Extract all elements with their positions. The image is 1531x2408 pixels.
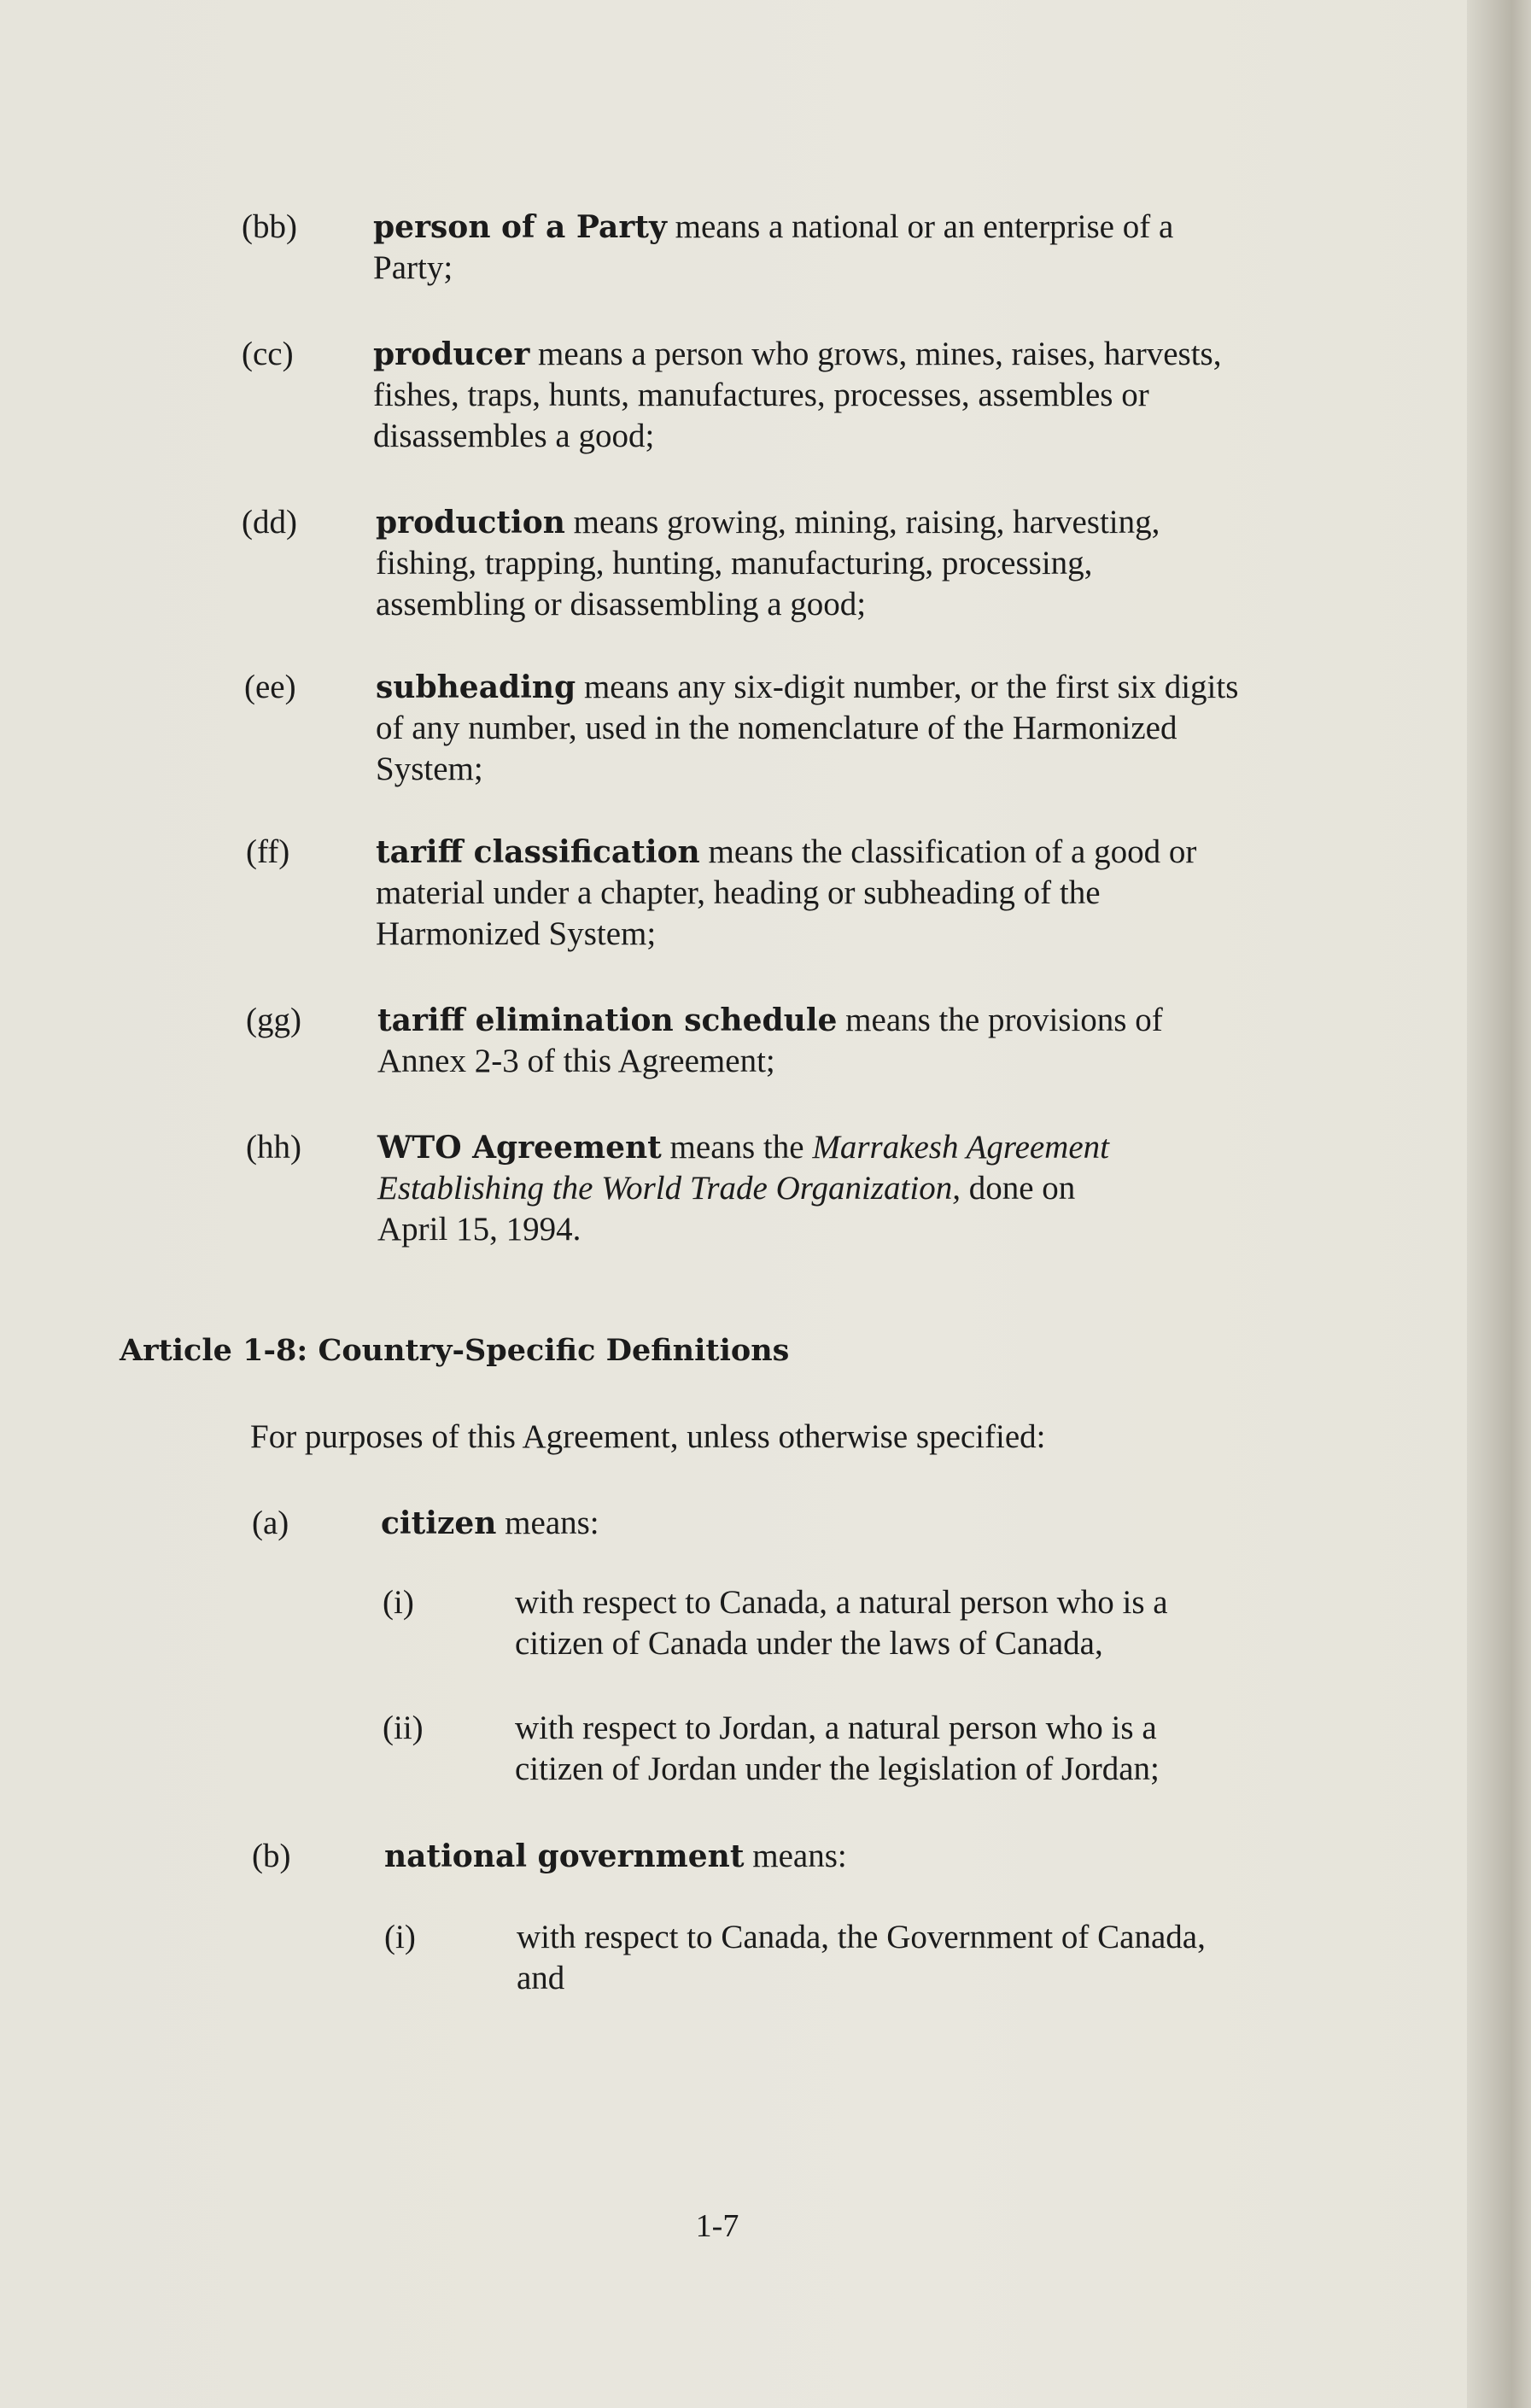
- definition-ee: [376, 667, 1238, 790]
- definition-text: means a person who grows, mines, raises, harvests,: [538, 336, 1222, 372]
- definition-text: means growing, mining, raising, harvesting,: [573, 504, 1160, 541]
- subitem-line: citizen of Canada under the laws of Canada,: [515, 1625, 1103, 1662]
- definition-bb: [373, 207, 1173, 289]
- page-number: 1-7: [695, 2208, 739, 2244]
- definition-label: (cc): [242, 336, 294, 372]
- item-label: (a): [252, 1505, 289, 1541]
- subitem-text: [517, 1917, 1206, 1999]
- subitem-text: [515, 1582, 1168, 1664]
- definition-text: fishes, traps, hunts, manufactures, processes, assembles or: [373, 377, 1149, 413]
- subitem-label: (ii): [383, 1710, 424, 1746]
- definition-text: means the classification of a good or: [708, 833, 1197, 870]
- treaty-title: Marrakesh Agreement: [812, 1129, 1109, 1166]
- definition-text: of any number, used in the nomenclature of the Harmonized: [376, 710, 1177, 746]
- subitem-line: and: [517, 1960, 565, 1996]
- definition-label: (gg): [246, 1002, 301, 1038]
- definition-hh: [377, 1127, 1109, 1250]
- item-term: national government: [384, 1838, 745, 1874]
- definition-term: subheading: [376, 669, 576, 705]
- definition-cc: [373, 334, 1221, 457]
- subitem-label: (i): [384, 1919, 416, 1955]
- definition-dd: [376, 502, 1160, 625]
- definition-text: means any six-digit number, or the first six digits: [583, 669, 1239, 705]
- definition-text: Annex 2-3 of this Agreement;: [377, 1043, 775, 1079]
- page-edge-shadow: [1467, 0, 1531, 2408]
- definition-label: (bb): [242, 208, 297, 245]
- definition-term: tariff classification: [376, 834, 700, 870]
- definition-text: assembling or disassembling a good;: [376, 586, 867, 622]
- definition-text: fishing, trapping, hunting, manufacturing, processing,: [376, 545, 1093, 582]
- definition-term: tariff elimination schedule: [377, 1002, 838, 1038]
- definition-text: means the: [669, 1129, 804, 1166]
- definition-ff: [376, 832, 1196, 955]
- definition-term: person of a Party: [373, 209, 667, 245]
- item-national-government: [384, 1836, 847, 1877]
- treaty-title: Establishing the World Trade Organization,: [377, 1170, 961, 1207]
- item-citizen: [381, 1503, 599, 1544]
- item-label: (b): [252, 1838, 291, 1874]
- item-text: means:: [752, 1838, 847, 1874]
- subitem-text: [515, 1708, 1160, 1790]
- definition-text: material under a chapter, heading or subheading of the: [376, 874, 1101, 911]
- definition-term: production: [376, 505, 565, 541]
- definition-text: done on: [968, 1170, 1076, 1207]
- definition-text: Harmonized System;: [376, 915, 657, 952]
- subitem-label: (i): [383, 1584, 414, 1621]
- definition-term: producer: [373, 336, 530, 372]
- article-intro: For purposes of this Agreement, unless otherwise specified:: [250, 1418, 1046, 1455]
- definition-label: (dd): [242, 504, 297, 541]
- subitem-line: with respect to Canada, the Government of Canada,: [517, 1919, 1206, 1955]
- definition-label: (hh): [246, 1129, 301, 1166]
- definition-term: WTO Agreement: [377, 1130, 662, 1166]
- subitem-line: citizen of Jordan under the legislation of Jordan;: [515, 1750, 1160, 1787]
- definition-gg: [377, 1000, 1163, 1082]
- definition-text: means a national or an enterprise of a: [675, 208, 1174, 245]
- definition-text: April 15, 1994.: [377, 1211, 581, 1248]
- definition-text: System;: [376, 751, 483, 787]
- item-text: means:: [505, 1505, 599, 1541]
- item-term: citizen: [381, 1505, 497, 1541]
- definition-text: Party;: [373, 249, 453, 286]
- subitem-line: with respect to Jordan, a natural person who is a: [515, 1710, 1157, 1746]
- definition-label: (ee): [244, 669, 296, 705]
- subitem-line: with respect to Canada, a natural person who is a: [515, 1584, 1168, 1621]
- definition-label: (ff): [246, 833, 290, 870]
- definition-text: means the provisions of: [845, 1002, 1163, 1038]
- article-heading: Article 1-8: Country-Specific Definitions: [120, 1333, 790, 1368]
- definition-text: disassembles a good;: [373, 418, 655, 454]
